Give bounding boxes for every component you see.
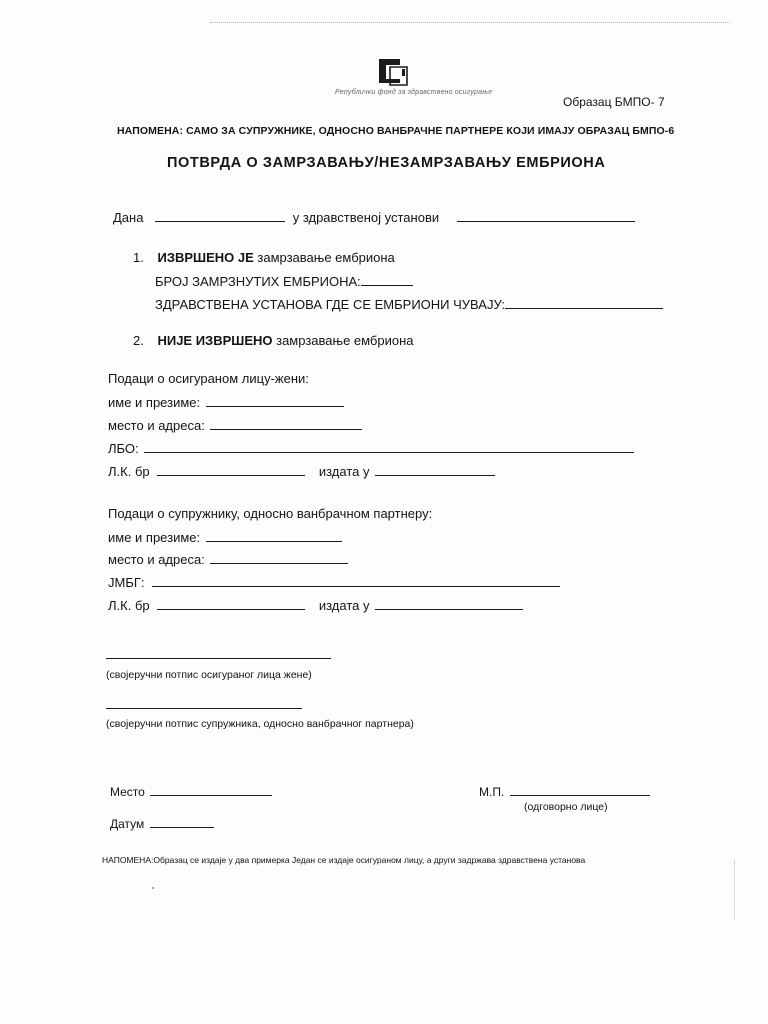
date-field[interactable] [150, 815, 214, 828]
logo-caption: Републички фонд за здравствено осигурање [335, 89, 493, 96]
partner-issued-label: издата у [318, 598, 370, 613]
partner-name-row [108, 529, 342, 545]
partner-card-field[interactable] [157, 597, 305, 610]
wife-signature-line[interactable] [106, 658, 331, 659]
wife-card-label: Л.К. бр [108, 464, 150, 479]
wife-id-label: ЛБО: [108, 441, 139, 456]
stamp-row [479, 783, 650, 799]
date-footer-row [110, 815, 214, 831]
wife-id-row [108, 440, 634, 456]
wife-signature-caption: (својеручни потпис осигураног лица жене) [106, 669, 312, 681]
option-2-bold: НИЈЕ ИЗВРШЕНО [157, 333, 273, 348]
option-2-row [133, 333, 414, 348]
wife-issued-label: издата у [318, 464, 370, 479]
embryo-count-label: БРОЈ ЗАМРЗНУТИХ ЕМБРИОНА: [155, 274, 361, 289]
embryo-count-row [155, 273, 413, 289]
partner-signature-line[interactable] [106, 708, 302, 709]
partner-name-label: име и презиме: [108, 530, 201, 545]
partner-id-row [108, 574, 560, 590]
stamp-label: М.П. [479, 785, 505, 799]
partner-id-label: ЈМБГ: [108, 575, 145, 590]
option-2-number: 2. [133, 333, 144, 348]
partner-name-field[interactable] [206, 529, 342, 542]
responsible-caption: (одговорно лице) [524, 801, 608, 813]
partner-card-label: Л.К. бр [108, 598, 150, 613]
wife-name-label: име и презиме: [108, 395, 201, 410]
option-2-text: замрзавање ембриона [272, 333, 414, 348]
bottom-note: НАПОМЕНА:Образац се издаје у два примерка Један се издаје осигураном лицу, а други задржава здравствена установа [102, 855, 586, 865]
institution-label: у здравственој установи [292, 210, 440, 225]
partner-address-label: место и адреса: [108, 552, 205, 567]
logo-icon [376, 55, 410, 87]
storage-field[interactable] [505, 296, 663, 309]
wife-heading: Подаци о осигураном лицу-жени: [108, 371, 309, 386]
storage-label: ЗДРАВСТВЕНА УСТАНОВА ГДЕ СЕ ЕМБРИОНИ ЧУВАЈУ: [155, 297, 506, 312]
partner-address-field[interactable] [210, 551, 348, 564]
wife-card-field[interactable] [157, 463, 305, 476]
partner-address-row [108, 551, 348, 567]
partner-issued-field[interactable] [375, 597, 523, 610]
institution-field[interactable] [457, 209, 635, 222]
partner-signature-caption: (својеручни потпис супружника, односно ванбрачног партнера) [106, 718, 414, 730]
wife-card-row [108, 463, 495, 479]
wife-address-field[interactable] [210, 417, 362, 430]
option-1-text: замрзавање ембриона [253, 250, 395, 265]
scan-speck [152, 887, 154, 889]
option-1-row [133, 250, 395, 265]
wife-name-field[interactable] [206, 394, 344, 407]
wife-name-row [108, 394, 344, 410]
wife-id-field[interactable] [144, 440, 634, 453]
scan-artifact-top [210, 22, 730, 23]
option-1-bold: ИЗВРШЕНО ЈЕ [157, 250, 254, 265]
form-code: Образац БМПО- 7 [563, 95, 665, 109]
embryo-count-field[interactable] [361, 273, 413, 286]
place-row [110, 783, 272, 799]
wife-issued-field[interactable] [375, 463, 495, 476]
date-label: Датум [110, 817, 145, 831]
scan-artifact-right [734, 860, 735, 920]
date-row [113, 209, 635, 225]
storage-row [155, 296, 663, 312]
partner-id-field[interactable] [152, 574, 560, 587]
wife-address-row [108, 417, 362, 433]
page-title: ПОТВРДА О ЗАМРЗАВАЊУ/НЕЗАМРЗАВАЊУ ЕМБРИОНА [167, 155, 606, 171]
partner-card-row [108, 597, 523, 613]
partner-heading: Подаци о супружнику, односно ванбрачном партнеру: [108, 506, 433, 521]
place-field[interactable] [150, 783, 272, 796]
top-note: НАПОМЕНА: САМО ЗА СУПРУЖНИКЕ, ОДНОСНО ВАНБРАЧНЕ ПАРТНЕРЕ КОЈИ ИМАЈУ ОБРАЗАЦ БМПО-6 [117, 125, 675, 137]
responsible-signature-field[interactable] [510, 783, 650, 796]
day-field[interactable] [155, 209, 285, 222]
option-1-number: 1. [133, 250, 144, 265]
place-label: Место [110, 785, 145, 799]
day-label: Дана [113, 210, 144, 225]
wife-address-label: место и адреса: [108, 418, 205, 433]
